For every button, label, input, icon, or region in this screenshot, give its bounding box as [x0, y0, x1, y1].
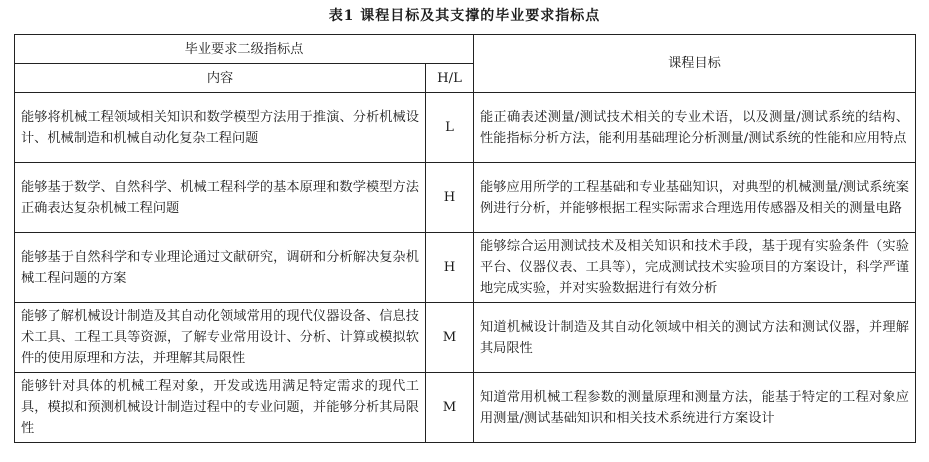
header-row-1 — [15, 35, 916, 64]
table-row — [15, 233, 916, 303]
row-level: L — [426, 93, 474, 163]
row-objective: 能够应用所学的工程基础和专业基础知识，对典型的机械测量/测试系统案例进行分析，并能够根据工程实际需求合理选用传感器及相关的测量电路 — [474, 163, 916, 233]
header-level: H/L — [426, 64, 474, 93]
row-content: 能够了解机械设计制造及其自动化领域常用的现代仪器设备、信息技术工具、工程工具等资源，了解专业常用设计、分析、计算或模拟软件的使用原理和方法，并理解其局限性 — [15, 303, 426, 373]
table-caption: 表1 课程目标及其支撑的毕业要求指标点 — [328, 8, 601, 24]
row-objective: 能够综合运用测试技术及相关知识和技术手段，基于现有实验条件（实验平台、仪器仪表、工具等），完成测试技术实验项目的方案设计，科学严谨地完成实验，并对实验数据进行有效分析 — [474, 233, 916, 303]
table-row — [15, 303, 916, 373]
row-objective: 知道常用机械工程参数的测量原理和测量方法，能基于特定的工程对象应用测量/测试基础知识和相关技术系统进行方案设计 — [474, 373, 916, 443]
header-group: 毕业要求二级指标点 — [15, 35, 474, 64]
header-content: 内容 — [15, 64, 426, 93]
row-content: 能够针对具体的机械工程对象，开发或选用满足特定需求的现代工具，模拟和预测机械设计制造过程中的专业问题，并能够分析其局限性 — [15, 373, 426, 443]
header-objective: 课程目标 — [474, 35, 916, 93]
row-level: M — [426, 303, 474, 373]
table-row — [15, 163, 916, 233]
indicator-table — [14, 34, 916, 443]
row-level: H — [426, 233, 474, 303]
row-objective: 知道机械设计制造及其自动化领域中相关的测试方法和测试仪器，并理解其局限性 — [474, 303, 916, 373]
row-content: 能够基于自然科学和专业理论通过文献研究，调研和分析解决复杂机械工程问题的方案 — [15, 233, 426, 303]
row-objective: 能正确表述测量/测试技术相关的专业术语，以及测量/测试系统的结构、性能指标分析方法，能利用基础理论分析测量/测试系统的性能和应用特点 — [474, 93, 916, 163]
row-level: H — [426, 163, 474, 233]
row-content: 能够基于数学、自然科学、机械工程科学的基本原理和数学模型方法正确表达复杂机械工程问题 — [15, 163, 426, 233]
row-level: M — [426, 373, 474, 443]
table-row — [15, 373, 916, 443]
row-content: 能够将机械工程领域相关知识和数学模型方法用于推演、分析机械设计、机械制造和机械自动化复杂工程问题 — [15, 93, 426, 163]
table-row — [15, 93, 916, 163]
